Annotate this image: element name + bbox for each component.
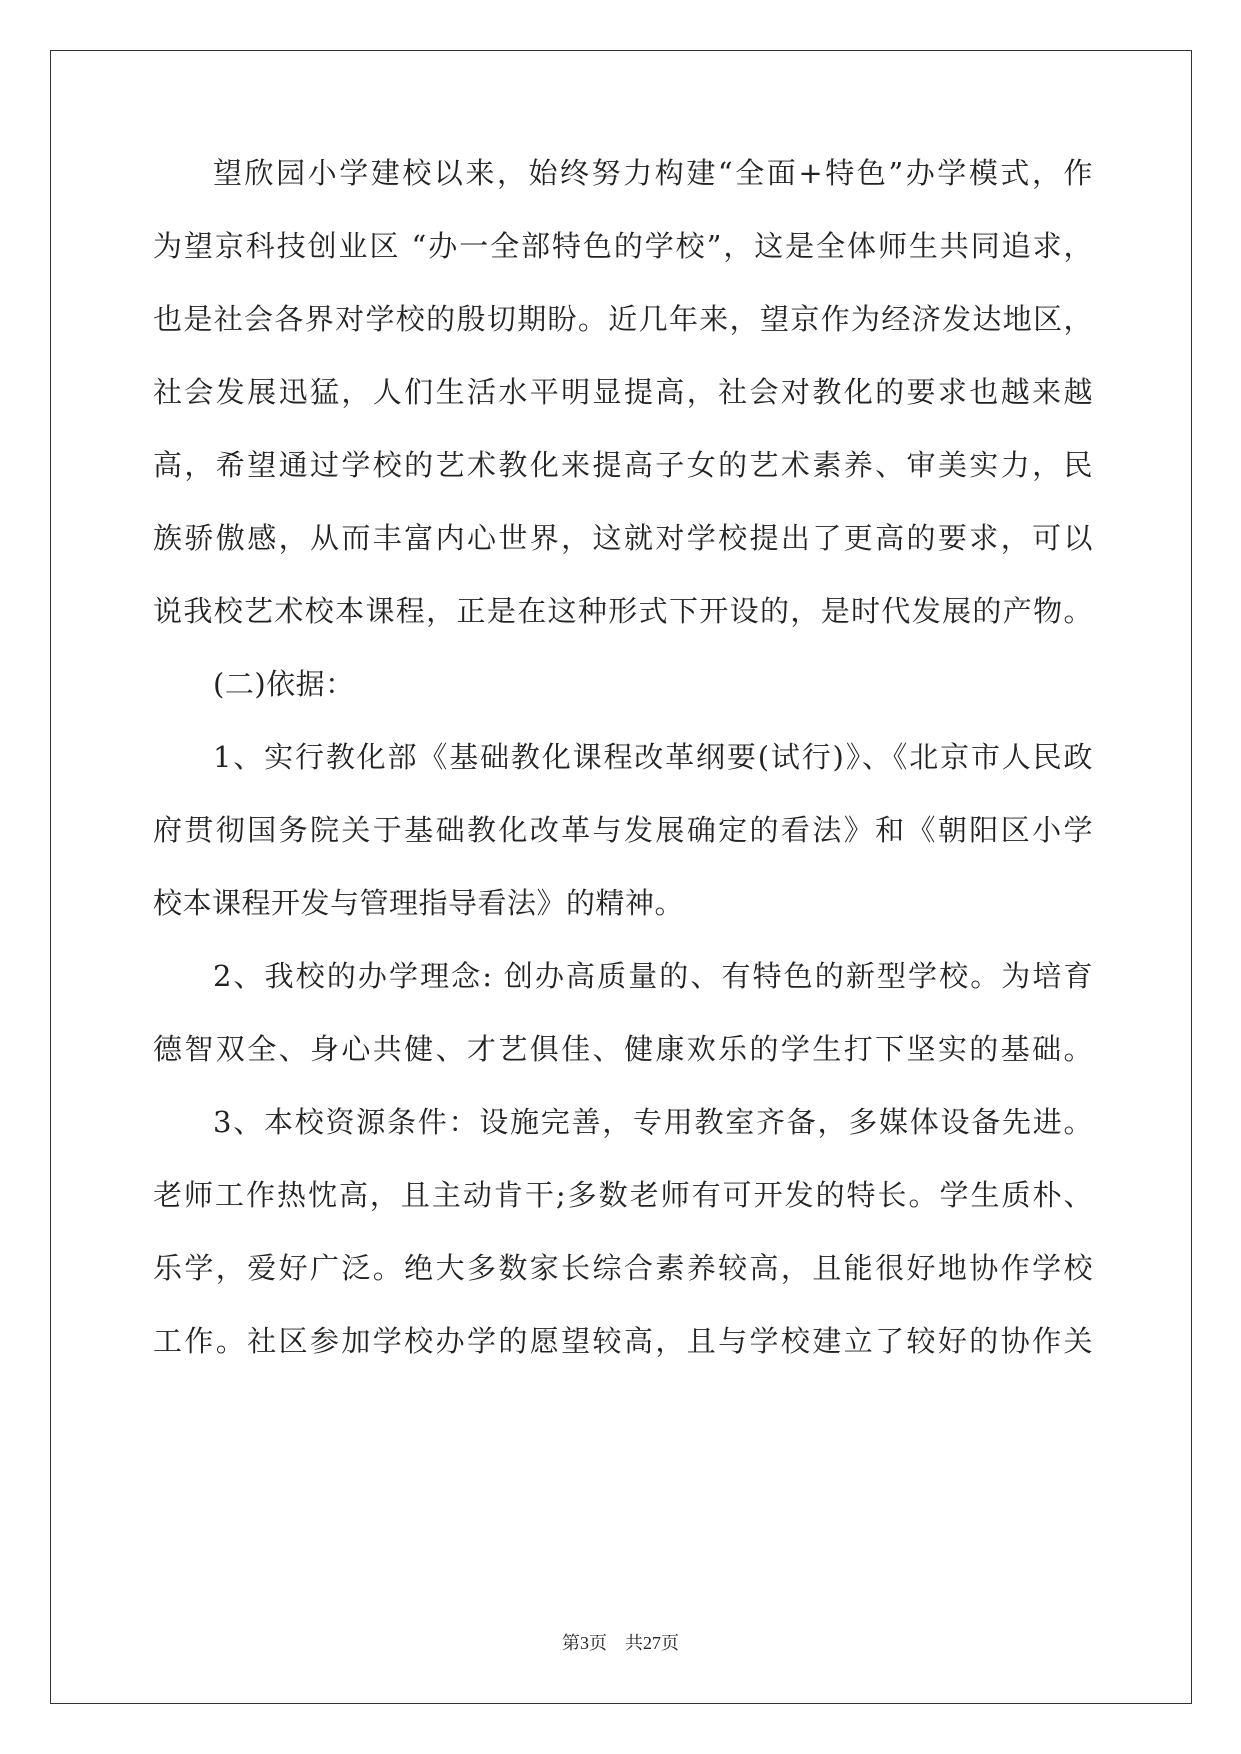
paragraph-line: 校本课程开发与管理指导看法》的精神。 xyxy=(153,886,685,920)
paragraph-line: 老师工作热忱高，且主动肯干;多数老师有可开发的特长。学生质朴、 xyxy=(153,1178,1093,1212)
paragraph-line: 1、实行教化部《基础教化课程改革纲要(试行)》、《北京市人民政 xyxy=(213,740,1093,774)
page-number-footer: 第3页 共27页 xyxy=(562,1633,679,1653)
paragraph-line: 3、本校资源条件：设施完善，专用教室齐备，多媒体设备先进。 xyxy=(213,1105,1093,1139)
paragraph-line: 望欣园小学建校以来，始终努力构建“全面+特色”办学模式，作 xyxy=(213,156,1093,190)
paragraph-line: 工作。社区参加学校办学的愿望较高，且与学校建立了较好的协作关 xyxy=(153,1324,1093,1358)
paragraph-line: 高，希望通过学校的艺术教化来提高子女的艺术素养、审美实力，民 xyxy=(153,448,1093,482)
paragraph-line: 族骄傲感，从而丰富内心世界，这就对学校提出了更高的要求，可以 xyxy=(153,521,1093,555)
paragraph-line: 德智双全、身心共健、才艺俱佳、健康欢乐的学生打下坚实的基础。 xyxy=(153,1032,1093,1066)
paragraph-line: 说我校艺术校本课程，正是在这种形式下开设的，是时代发展的产物。 xyxy=(153,594,1093,628)
paragraph-line: 府贯彻国务院关于基础教化改革与发展确定的看法》和《朝阳区小学 xyxy=(153,813,1093,847)
section-heading: (二)依据： xyxy=(213,667,355,701)
paragraph-line: 2、我校的办学理念: 创办高质量的、有特色的新型学校。为培育 xyxy=(213,959,1093,993)
paragraph-line: 社会发展迅猛，人们生活水平明显提高，社会对教化的要求也越来越 xyxy=(153,375,1093,409)
paragraph-line: 也是社会各界对学校的殷切期盼。近几年来，望京作为经济发达地区， xyxy=(153,302,1093,336)
paragraph-line: 乐学，爱好广泛。绝大多数家长综合素养较高，且能很好地协作学校 xyxy=(153,1251,1093,1285)
paragraph-line: 为望京科技创业区 “办一全部特色的学校”，这是全体师生共同追求， xyxy=(153,229,1093,263)
